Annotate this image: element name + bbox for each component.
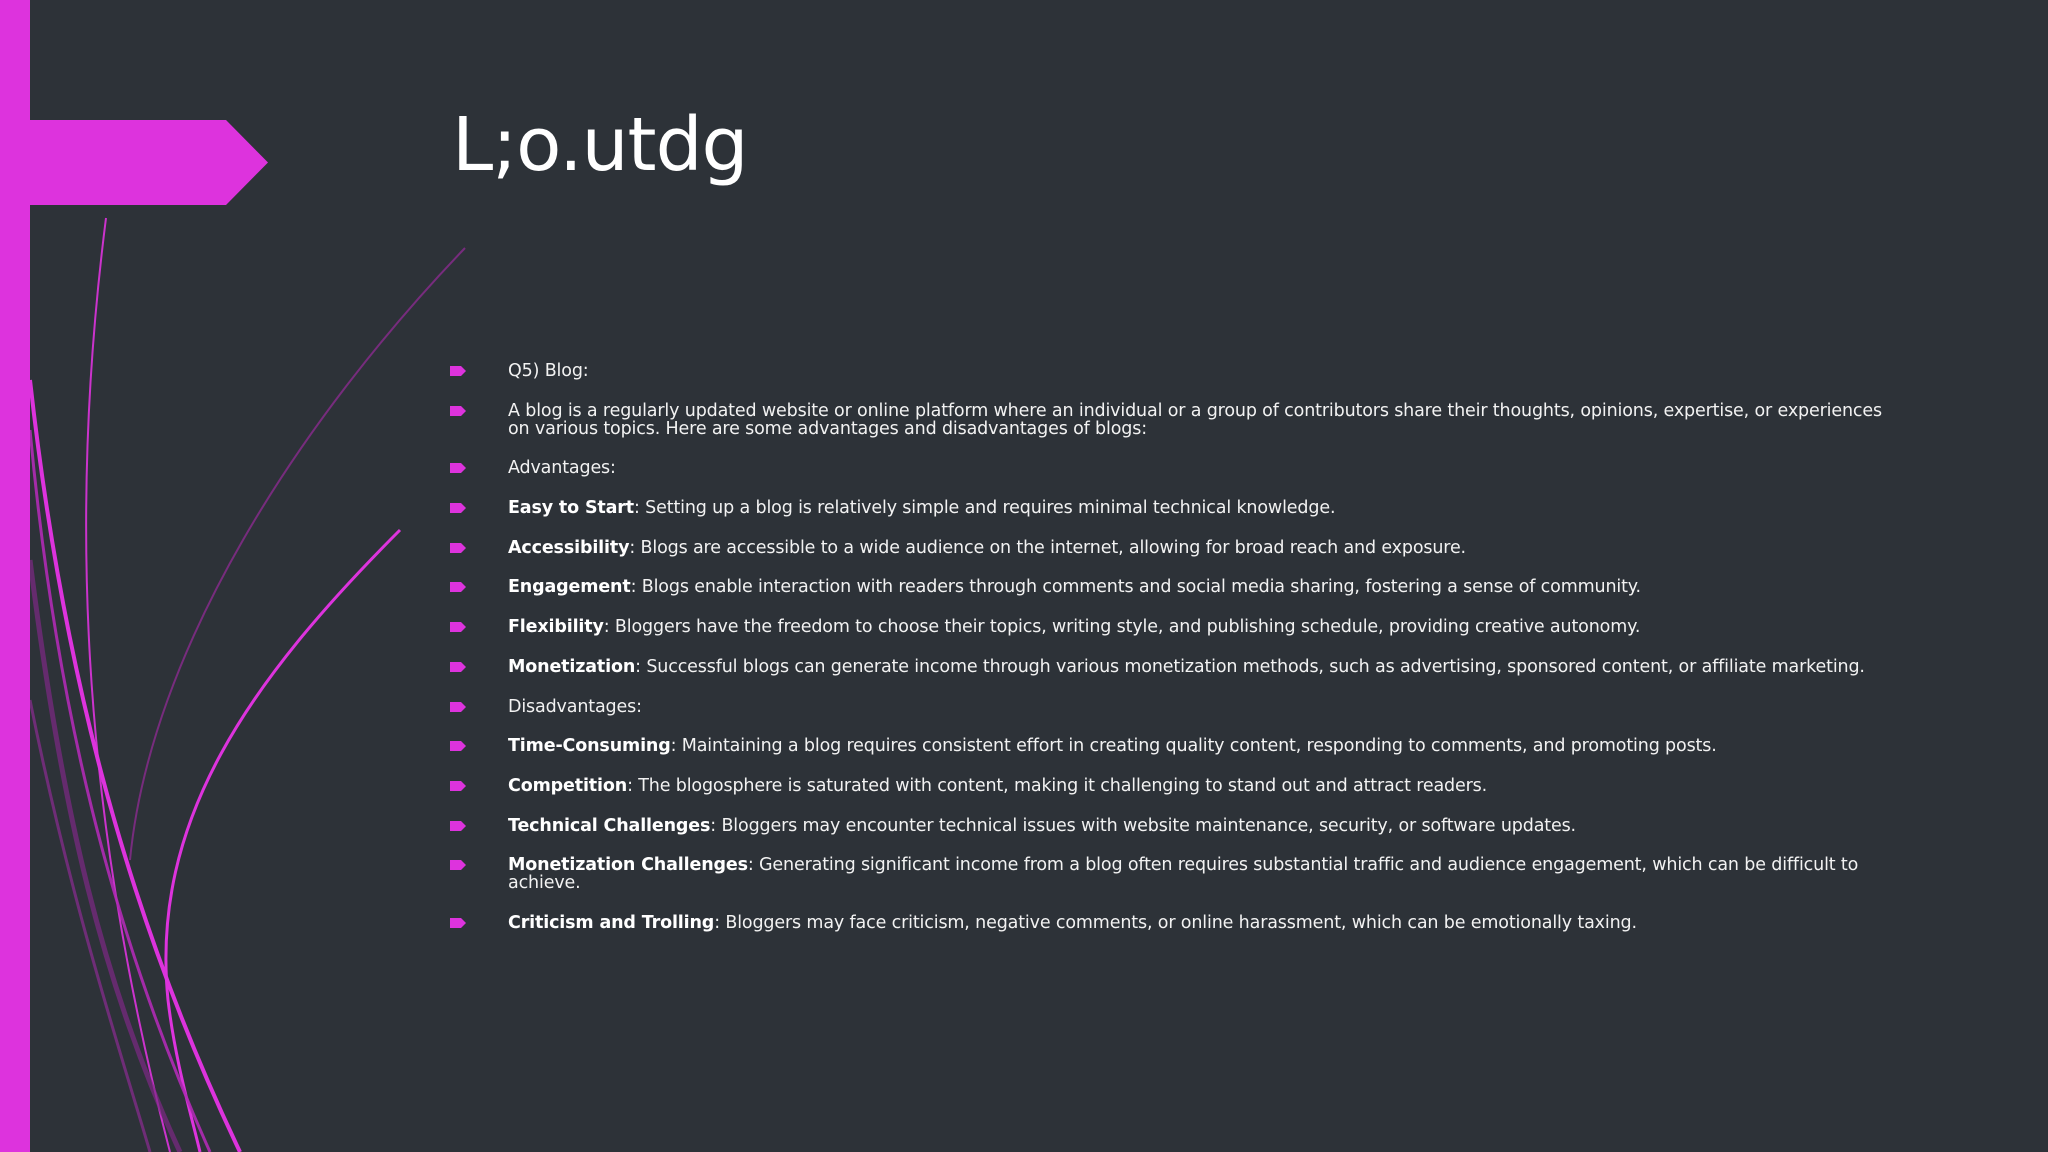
arrow-bullet-icon <box>450 860 466 870</box>
bullet-item <box>450 737 1900 755</box>
bullet-list <box>450 362 1900 954</box>
bullet-term: Technical Challenges <box>508 815 711 836</box>
bullet-term: Monetization <box>508 656 636 677</box>
bullet-item <box>450 362 1900 380</box>
arrow-bullet-icon <box>450 821 466 831</box>
bullet-text: Advantages: <box>508 458 616 479</box>
arrow-bullet-icon <box>450 503 466 513</box>
bullet-text: : Blogs are accessible to a wide audience on the internet, allowing for broad reach and exposure. <box>629 537 1466 558</box>
bullet-term: Competition <box>508 775 628 796</box>
bullet-text: : Generating significant income from a blog often requires substantial traffic and audience engagement, which can be difficult to achieve. <box>508 855 1859 894</box>
bullet-item <box>450 658 1900 676</box>
bullet-text: : Blogs enable interaction with readers through comments and social media sharing, fostering a sense of community. <box>630 577 1641 598</box>
bullet-item <box>450 698 1900 716</box>
arrow-bullet-icon <box>450 543 466 553</box>
arrow-bullet-icon <box>450 918 466 928</box>
bullet-item <box>450 817 1900 835</box>
bullet-item <box>450 459 1900 477</box>
bullet-item <box>450 856 1900 892</box>
bullet-item <box>450 578 1900 596</box>
slide-title: L;o.utdg <box>452 102 748 188</box>
bullet-term: Engagement <box>508 577 631 598</box>
bullet-term: Easy to Start <box>508 498 634 519</box>
arrow-bullet-icon <box>450 741 466 751</box>
bullet-item <box>450 539 1900 557</box>
arrow-bullet-icon <box>450 406 466 416</box>
bullet-text: : Bloggers may face criticism, negative comments, or online harassment, which can be emotionally taxing. <box>714 912 1637 933</box>
bullet-term: Accessibility <box>508 537 630 558</box>
bullet-item <box>450 499 1900 517</box>
bullet-text: : The blogosphere is saturated with content, making it challenging to stand out and attract readers. <box>627 775 1488 796</box>
arrow-bullet-icon <box>450 781 466 791</box>
bullet-term: Flexibility <box>508 617 604 638</box>
arrow-bullet-icon <box>450 622 466 632</box>
bullet-text: : Successful blogs can generate income through various monetization methods, such as advertising, sponsored content, or affiliate marketing. <box>635 656 1865 677</box>
bullet-text: Disadvantages: <box>508 696 642 717</box>
title-arrow-banner <box>0 120 268 205</box>
bullet-text: : Setting up a blog is relatively simple and requires minimal technical knowledge. <box>634 498 1336 519</box>
bullet-text: A blog is a regularly updated website or online platform where an individual or a group of contributors share their thoughts, opinions, expertise, or experiences on various topics. Here are some advantages and disadvantages of blogs: <box>508 400 1882 439</box>
arrow-bullet-icon <box>450 702 466 712</box>
bullet-item <box>450 914 1900 932</box>
bullet-item <box>450 402 1900 438</box>
bullet-text: : Bloggers have the freedom to choose their topics, writing style, and publishing schedule, providing creative autonomy. <box>603 617 1641 638</box>
bullet-term: Criticism and Trolling <box>508 912 715 933</box>
bullet-text: : Maintaining a blog requires consistent effort in creating quality content, responding to comments, and promoting posts. <box>670 736 1717 757</box>
bullet-item <box>450 777 1900 795</box>
bullet-item <box>450 618 1900 636</box>
bullet-term: Monetization Challenges <box>508 855 748 876</box>
bullet-term: Time-Consuming <box>508 736 671 757</box>
bullet-text: : Bloggers may encounter technical issues with website maintenance, security, or software updates. <box>710 815 1576 836</box>
arrow-bullet-icon <box>450 582 466 592</box>
bullet-text: Q5) Blog: <box>508 361 589 381</box>
arrow-bullet-icon <box>450 463 466 473</box>
arrow-bullet-icon <box>450 662 466 672</box>
arrow-bullet-icon <box>450 366 466 376</box>
